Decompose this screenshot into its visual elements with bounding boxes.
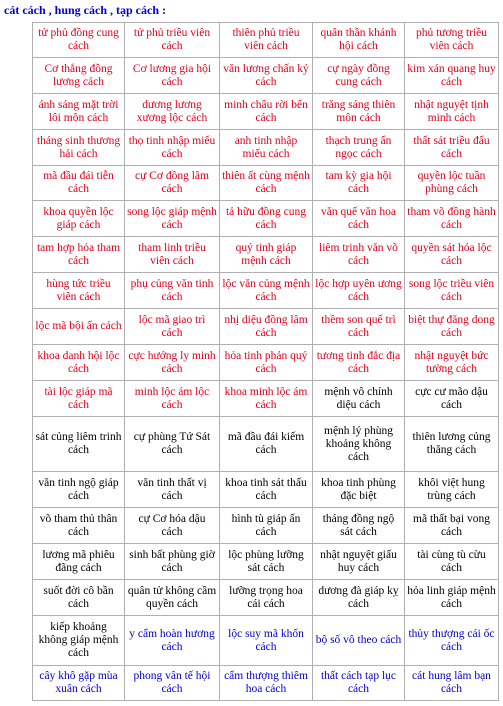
pattern-cell: kim xán quang huy cách xyxy=(405,58,499,94)
pattern-cell: minh lộc ám lộc cách xyxy=(125,381,220,417)
pattern-cell: cự phùng Tứ Sát cách xyxy=(125,417,220,472)
pattern-cell: mã đầu đái kiếm cách xyxy=(220,417,313,472)
pattern-cell: tam hợp hỏa tham cách xyxy=(33,237,125,273)
pattern-cell: thủy thượng cái ốc cách xyxy=(405,616,499,666)
pattern-cell: tương tinh đắc địa cách xyxy=(313,345,405,381)
pattern-cell: tham linh triều viên cách xyxy=(125,237,220,273)
table-row xyxy=(33,544,499,580)
pattern-cell: dương lương xương lộc cách xyxy=(125,94,220,130)
pattern-cell: quyền lộc tuần phùng cách xyxy=(405,166,499,201)
pattern-cell: biệt thự đăng dong cách xyxy=(405,309,499,345)
pattern-cell: lộc phùng lưỡng sát cách xyxy=(220,544,313,580)
pattern-cell: thiên phủ triều viên cách xyxy=(220,23,313,58)
table-row xyxy=(33,201,499,237)
pattern-cell: nhật nguyệt bức tường cách xyxy=(405,345,499,381)
table-row xyxy=(33,237,499,273)
pattern-cell: thọ tinh nhập miếu cách xyxy=(125,130,220,166)
pattern-cell: minh châu rời bến cách xyxy=(220,94,313,130)
pattern-cell: tham võ đồng hành cách xyxy=(405,201,499,237)
pattern-cell: cây khô gặp mùa xuân cách xyxy=(33,666,125,701)
pattern-cell: tháng đồng ngộ sát cách xyxy=(313,508,405,544)
pattern-cell: quân tử không cầm quyền cách xyxy=(125,580,220,616)
pattern-cell: tả hữu đồng cung cách xyxy=(220,201,313,237)
pattern-cell: sinh bất phùng giờ cách xyxy=(125,544,220,580)
pattern-cell: cẩm thượng thiêm hoa cách xyxy=(220,666,313,701)
pattern-table-body xyxy=(33,23,499,701)
pattern-cell: khôi việt hung trùng cách xyxy=(405,472,499,508)
pattern-cell: cự Cơ đồng lâm cách xyxy=(125,166,220,201)
pattern-cell: khoa tinh sát thấu cách xyxy=(220,472,313,508)
table-row xyxy=(33,166,499,201)
table-row xyxy=(33,23,499,58)
pattern-cell: hùng tức triều viên cách xyxy=(33,273,125,309)
pattern-cell: mã đầu đái tiễn cách xyxy=(33,166,125,201)
table-row xyxy=(33,580,499,616)
pattern-cell: phủ tương triều viên cách xyxy=(405,23,499,58)
pattern-cell: kiếp khoảng không giáp mệnh cách xyxy=(33,616,125,666)
pattern-cell: mệnh vô chính diệu cách xyxy=(313,381,405,417)
pattern-cell: Cơ thắng đồng lương cách xyxy=(33,58,125,94)
table-row xyxy=(33,58,499,94)
table-row xyxy=(33,508,499,544)
table-row xyxy=(33,666,499,701)
pattern-cell: mệnh lý phùng khoảng không cách xyxy=(313,417,405,472)
pattern-cell: lộc hợp uyên ương cách xyxy=(313,273,405,309)
pattern-cell: suốt đời cô bần cách xyxy=(33,580,125,616)
pattern-cell: y cẩm hoàn hương cách xyxy=(125,616,220,666)
pattern-cell: thất sát triều đẩu cách xyxy=(405,130,499,166)
pattern-cell: liêm trinh văn võ cách xyxy=(313,237,405,273)
pattern-cell: văn quế văn hoa cách xyxy=(313,201,405,237)
table-row xyxy=(33,417,499,472)
pattern-cell: tài cùng tù cừu cách xyxy=(405,544,499,580)
pattern-cell: lương mã phiêu đãng cách xyxy=(33,544,125,580)
pattern-cell: ánh sáng mặt trời lôi môn cách xyxy=(33,94,125,130)
pattern-cell: song lộc triều viên cách xyxy=(405,273,499,309)
pattern-cell: quân thần khánh hội cách xyxy=(313,23,405,58)
pattern-cell: cực cư mão dậu cách xyxy=(405,381,499,417)
pattern-cell: cự Cơ hóa dậu cách xyxy=(125,508,220,544)
pattern-cell: cực hướng ly minh cách xyxy=(125,345,220,381)
pattern-cell: dương đà giáp kỵ cách xyxy=(313,580,405,616)
table-row xyxy=(33,616,499,666)
pattern-cell: tử phủ đồng cung cách xyxy=(33,23,125,58)
pattern-cell: lưỡng trọng hoa cái cách xyxy=(220,580,313,616)
table-row xyxy=(33,309,499,345)
pattern-cell: quý tinh giáp mệnh cách xyxy=(220,237,313,273)
pattern-cell: tử phủ triều viên cách xyxy=(125,23,220,58)
table-row xyxy=(33,345,499,381)
pattern-cell: võ tham thủ thân cách xyxy=(33,508,125,544)
pattern-cell: nhị diệu đồng lâm cách xyxy=(220,309,313,345)
table-row xyxy=(33,94,499,130)
pattern-cell: thạch trung ẩn ngọc cách xyxy=(313,130,405,166)
pattern-cell: Cơ lương gia hội cách xyxy=(125,58,220,94)
pattern-cell: mã thất bại vong cách xyxy=(405,508,499,544)
pattern-cell: cát hung lâm bạn cách xyxy=(405,666,499,701)
table-row xyxy=(33,381,499,417)
pattern-table xyxy=(32,22,499,701)
pattern-cell: lộc văn củng mệnh cách xyxy=(220,273,313,309)
pattern-cell: thiên lương củng thăng cách xyxy=(405,417,499,472)
pattern-cell: khoa tinh phùng đặc biệt xyxy=(313,472,405,508)
pattern-cell: trăng sáng thiên môn cách xyxy=(313,94,405,130)
pattern-cell: văn lương chấn kỷ cách xyxy=(220,58,313,94)
pattern-cell: tam kỳ gia hội cách xyxy=(313,166,405,201)
pattern-cell: hỏa linh giáp mệnh cách xyxy=(405,580,499,616)
pattern-cell: thất cách tạp lục cách xyxy=(313,666,405,701)
pattern-cell: lộc mã bội ấn cách xyxy=(33,309,125,345)
pattern-cell: nhật nguyệt giấu huy cách xyxy=(313,544,405,580)
table-row xyxy=(33,273,499,309)
pattern-cell: khoa danh hội lộc cách xyxy=(33,345,125,381)
pattern-cell: nhật nguyệt tịnh minh cách xyxy=(405,94,499,130)
pattern-cell: anh tinh nhập miếu cách xyxy=(220,130,313,166)
pattern-cell: khoa minh lộc ám cách xyxy=(220,381,313,417)
pattern-cell: lộc mã giao trì cách xyxy=(125,309,220,345)
pattern-cell: quyền sát hóa lộc cách xyxy=(405,237,499,273)
pattern-cell: phong vân tế hội cách xyxy=(125,666,220,701)
pattern-cell: khoa quyền lộc giáp cách xyxy=(33,201,125,237)
pattern-cell: hỏa tinh phản quý cách xyxy=(220,345,313,381)
pattern-cell: song lộc giáp mệnh cách xyxy=(125,201,220,237)
pattern-cell: tháng sinh thương hải cách xyxy=(33,130,125,166)
pattern-cell: tài lộc giáp mã cách xyxy=(33,381,125,417)
pattern-cell: cự ngày đồng cung cách xyxy=(313,58,405,94)
pattern-cell: văn tinh ngộ giáp cách xyxy=(33,472,125,508)
pattern-cell: thềm son quế trì cách xyxy=(313,309,405,345)
pattern-cell: lộc suy mã khốn cách xyxy=(220,616,313,666)
pattern-cell: phụ củng văn tinh cách xyxy=(125,273,220,309)
section-heading: cát cách , hung cách , tạp cách : xyxy=(4,3,166,17)
pattern-cell: hình tù giáp ấn cách xyxy=(220,508,313,544)
pattern-cell: bộ số vô theo cách xyxy=(313,616,405,666)
table-row xyxy=(33,472,499,508)
pattern-cell: văn tinh thất vị cách xyxy=(125,472,220,508)
pattern-cell: thiên ất cùng mệnh cách xyxy=(220,166,313,201)
table-row xyxy=(33,130,499,166)
pattern-cell: sát củng liêm trinh cách xyxy=(33,417,125,472)
